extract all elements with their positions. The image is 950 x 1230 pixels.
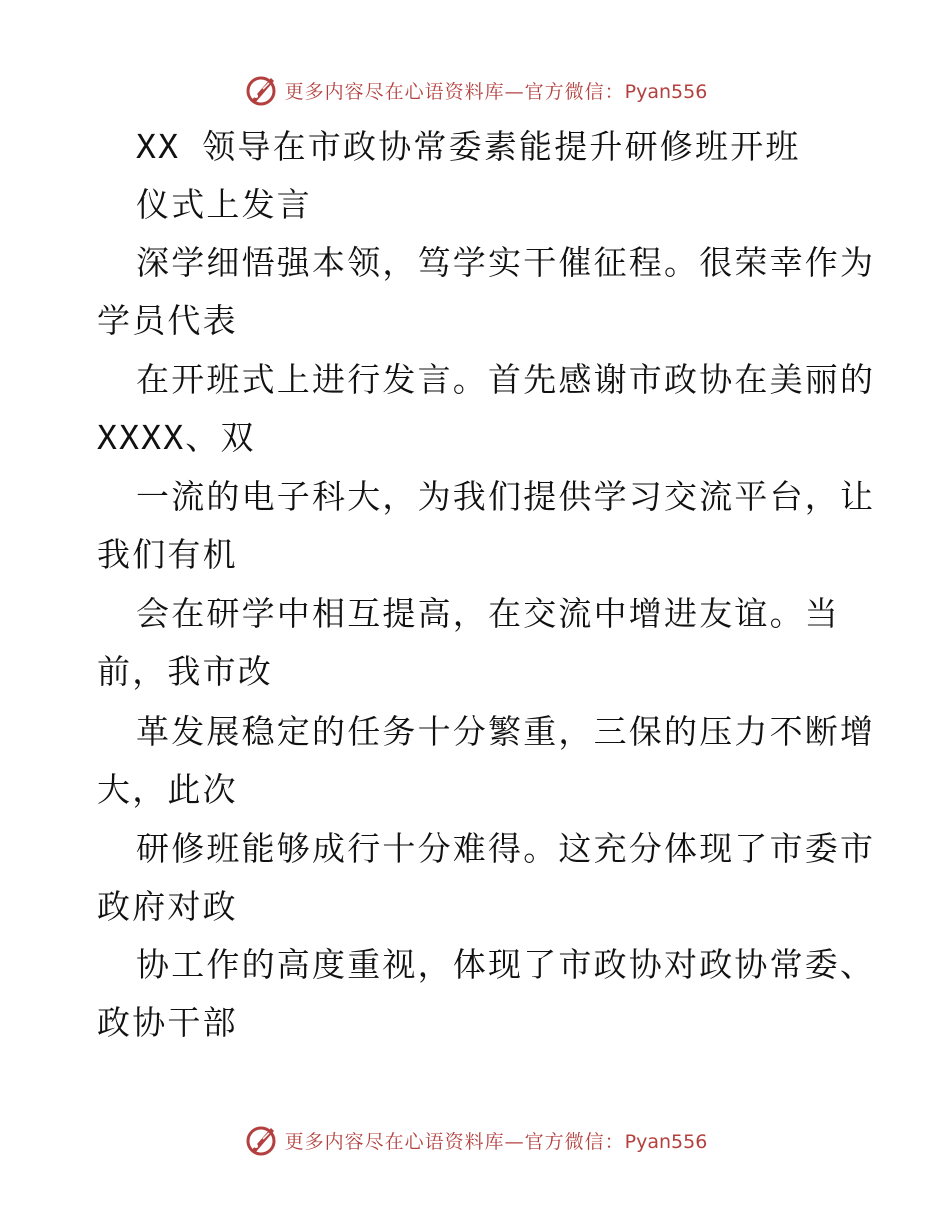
footer-watermark: [0, 1120, 950, 1160]
paragraph-line: 革发展稳定的任务十分繁重，三保的压力不断增: [136, 712, 876, 751]
paragraph-line: 我们有机: [97, 535, 238, 574]
paragraph-line: 在开班式上进行发言。首先感谢市政协在美丽的: [136, 360, 876, 399]
paragraph-line: 大，此次: [97, 770, 238, 809]
paragraph-line: 协工作的高度重视，体现了市政协对政协常委、: [136, 945, 876, 984]
footer-watermark-text: 更多内容尽在心语资料库—官方微信：Pyan556: [284, 1130, 708, 1153]
footer-wechat-id: Pyan556: [624, 1130, 708, 1153]
header-watermark: [0, 70, 950, 110]
paragraph-line: 政协干部: [97, 1003, 238, 1042]
paragraph-line: 一流的电子科大，为我们提供学习交流平台，让: [136, 477, 876, 516]
paragraph-line: 前，我市改: [97, 652, 273, 691]
document-title-line-2: 仪式上发言: [136, 185, 312, 224]
document-title-line-1: XX 领导在市政协常委素能提升研修班开班: [136, 127, 801, 166]
paragraph-line: XXXX、双: [97, 418, 256, 457]
paragraph-line: 学员代表: [97, 301, 238, 340]
paragraph-line: 政府对政: [97, 887, 238, 926]
paragraph-line: 深学细悟强本领，笃学实干催征程。很荣幸作为: [136, 243, 876, 282]
header-watermark-text: 更多内容尽在心语资料库—官方微信：Pyan556: [284, 80, 708, 103]
header-wechat-id: Pyan556: [624, 80, 708, 103]
paragraph-line: 研修班能够成行十分难得。这充分体现了市委市: [136, 829, 876, 868]
red-quill-circle-icon: [243, 72, 279, 108]
red-quill-circle-icon: [243, 1122, 279, 1158]
paragraph-line: 会在研学中相互提高，在交流中增进友谊。当: [136, 594, 840, 633]
